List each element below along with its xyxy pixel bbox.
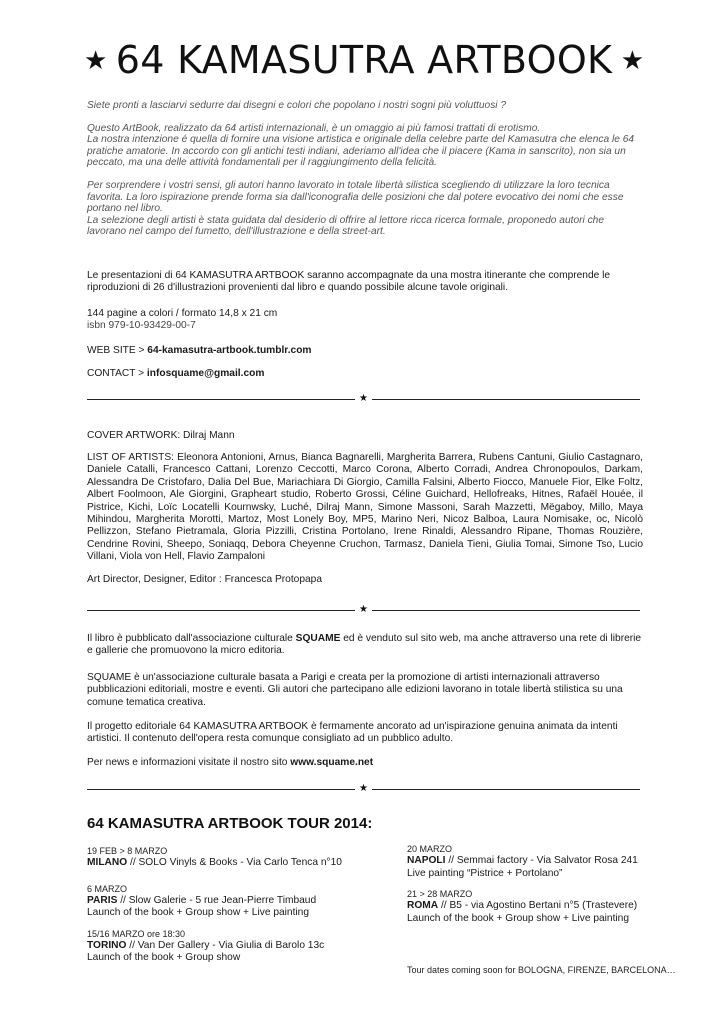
title-text: 64 KAMASUTRA ARTBOOK xyxy=(115,38,613,82)
divider-line xyxy=(372,610,640,611)
intro-text xyxy=(87,100,643,249)
tour-city: ROMA xyxy=(407,900,439,912)
tour-entry xyxy=(407,844,707,880)
tour-place: // Slow Galerie - 5 rue Jean-Pierre Timbaud xyxy=(117,894,317,906)
tour-venue xyxy=(87,857,387,870)
tour-city: NAPOLI xyxy=(407,855,446,866)
tour-detail: Launch of the book + Group show + Live painting xyxy=(87,907,310,919)
squame-name: SQUAME xyxy=(295,633,341,644)
tour-entry xyxy=(407,889,707,925)
tour-place: // Semmai factory - Via Salvator Rosa 241 xyxy=(445,855,638,866)
divider-line xyxy=(372,789,640,790)
divider-line xyxy=(372,399,640,400)
website-label: WEB SITE > xyxy=(87,345,148,356)
artists-list-text: LIST OF ARTISTS: Eleonora Antonioni, Arnus, Bianca Bagnarelli, Margherita Barrera, Rubens Cantuni, Giulio Castagnaro, Daniele Catalli, Francesco Cattani, Lorenzo Ceccotti, Marco Corona, Alberto Corradi, Andrea Chronopoulos, Darkam, Alessandra De Cristofaro, Dalia Del Bue, Mariachiara Di Giorgio, Camilla Falsini, Alberto Fiocco, Manuele Fior, Elke Foltz, Albert Foolmoon, Ale Giorgini, Grapheart studio, Roberto Grossi, Céline Guichard, Hellofreaks, Hitnes, Rafaël Houée, il Pistrice, Kichi, Loïc Locatelli Kournwsky, Luché, Dilraj Mann, Simone Massoni, Sarah Mazzetti, Mëgaboy, Millo, Maya Mihindou, Margherita Morotti, Martoz, Most Lonely Boy, MP5, Marino Neri, Nicoz Balboa, Laura Nomisake, oc, Nicolò Pellizzon, Stefano Pietramala, Gloria Pizzilli, Cristina Portolano, Irene Rinaldi, Alessandro Ripane, Thomas Rouzière, Cendrine Rovini, Sheepo, Soniaqq, Debora Cheyenne Cruchon, Tarmasz, Daniela Tieni, Giulia Tomai, Simone Tso, Lucio Villani, Viola von Hell, Flavio Zampaloni xyxy=(87,452,643,563)
publisher-paragraph xyxy=(87,633,643,658)
format-text: 144 pagine a colori / formato 14,8 x 21 cm xyxy=(87,308,278,319)
publisher-text-post: ed è venduto sul sito web, ma anche attraverso una rete di librerie e gallerie che promuovono la micro editoria. xyxy=(87,633,642,657)
cover-credit-text: COVER ARTWORK: Dilraj Mann xyxy=(87,430,235,441)
website-link[interactable]: 64-kamasutra-artbook.tumblr.com xyxy=(147,345,312,356)
squame-paragraph xyxy=(87,672,643,709)
project-paragraph xyxy=(87,721,643,746)
contact-email-link[interactable]: infosquame@gmail.com xyxy=(146,368,265,379)
divider-line xyxy=(87,789,355,790)
section-divider xyxy=(87,393,640,405)
section-divider xyxy=(87,783,640,795)
tour-entry xyxy=(87,846,387,870)
star-icon: ★ xyxy=(84,45,108,75)
tour-venue xyxy=(407,855,707,868)
tour-title: 64 KAMASUTRA ARTBOOK TOUR 2014: xyxy=(87,815,373,832)
section-divider xyxy=(87,604,640,616)
intro-paragraph xyxy=(87,180,643,238)
squame-text: SQUAME è un'associazione culturale basata a Parigi e creata per la promozione di artisti internazionali attraverso pubblicazioni editoriali, mostre e eventi. Gli autori che partecipano alle edizioni lavorano in totale libertà stilistica su una comune tematica creativa. xyxy=(87,672,623,708)
tour-venue xyxy=(407,900,707,913)
divider-line xyxy=(87,610,355,611)
book-format xyxy=(87,308,643,333)
tour-place: // SOLO Vinyls & Books - Via Carlo Tenca n°10 xyxy=(127,857,342,868)
artists-list xyxy=(87,452,643,564)
isbn-text: isbn 979-10-93429-00-7 xyxy=(87,320,196,332)
tour-column-left xyxy=(87,846,387,974)
star-icon: ★ xyxy=(359,604,368,615)
tour-date: 20 MARZO xyxy=(407,844,453,854)
divider-line xyxy=(87,399,355,400)
art-director-text: Art Director, Designer, Editor : Francesca Protopapa xyxy=(87,574,322,585)
website-line xyxy=(87,345,643,357)
squame-website-link[interactable]: www.squame.net xyxy=(290,757,374,768)
tour-venue xyxy=(87,940,387,953)
tour-date: 19 FEB > 8 MARZO xyxy=(87,846,168,856)
news-paragraph xyxy=(87,757,643,769)
page-title xyxy=(84,30,644,90)
publisher-text-pre: Il libro è pubblicato dall'associazione culturale xyxy=(87,633,296,644)
intro-line: La nostra intenzione é quella di fornire una visione artistica e originale della celebre parte del Kamasutra che elenca le 64 pratiche amatorie. In accordo con gli antichi testi indiani, aderiamo all'idea che il piacere (Kama in sanscrito), non sia un peccato, ma una delle attività fondamentali per il raggiungimento della felicità. xyxy=(87,134,635,169)
star-icon: ★ xyxy=(359,393,368,404)
news-text: Per news e informazioni visitate il nostro sito xyxy=(87,757,291,768)
tour-detail: Live painting “Pistrice + Portolano” xyxy=(407,867,563,879)
project-text: Il progetto editoriale 64 KAMASUTRA ARTBOOK è fermamente ancorato ad un'ispirazione genuina animata da intenti artistici. Il contenuto dell'opera resta comunque consigliato ad un pubblico adulto. xyxy=(87,721,618,745)
art-director-credit xyxy=(87,574,643,586)
intro-line: La selezione degli artisti è stata guidata dal desiderio di offrire al lettore ricca ricerca formale, proponedo autori che lavorano nel campo del fumetto, dell'illustrazione e della street-art. xyxy=(87,214,605,238)
tour-detail: Launch of the book + Group show xyxy=(87,952,241,964)
tour-city: MILANO xyxy=(87,857,128,868)
tour-date: 6 MARZO xyxy=(87,883,128,894)
tour-date: 15/16 MARZO ore 18:30 xyxy=(87,928,186,939)
contact-label: CONTACT > xyxy=(87,368,147,379)
cover-artwork-credit xyxy=(87,430,643,442)
tour-entry xyxy=(87,884,387,920)
intro-paragraph xyxy=(87,123,643,169)
tour-detail: Launch of the book + Group show + Live painting xyxy=(407,912,630,924)
tour-place: // Van Der Gallery - Via Giulia di Barolo 13c xyxy=(126,939,325,951)
presentation-text: Le presentazioni di 64 KAMASUTRA ARTBOOK saranno accompagnate da una mostra itinerante che comprende le riproduzioni di 26 d'illustrazioni provenienti dal libro e quando possibile alcune tavole originali. xyxy=(87,270,611,294)
contact-line xyxy=(87,368,643,380)
publisher-text xyxy=(87,633,643,658)
tour-column-right xyxy=(407,844,707,934)
tour-date: 21 > 28 MARZO xyxy=(407,889,473,900)
tour-entry xyxy=(87,929,387,965)
tour-place: // B5 - via Agostino Bertani n°5 (Trastevere) xyxy=(438,900,638,912)
tour-venue xyxy=(87,895,387,908)
intro-paragraph: Siete pronti a lasciarvi sedurre dai disegni e colori che popolano i nostri sogni più voluttuosi ? xyxy=(87,100,507,111)
presentation-paragraph xyxy=(87,270,643,295)
intro-line: Per sorprendere i vostri sensi, gli autori hanno lavorato in totale libertà silistica scegliendo di utilizzare la loro tecnica favorita. La loro ispirazione prende forma sia dall'iconografia delle posizioni che dal potere evocativo dei nomi che esse portano nel libro. xyxy=(87,179,624,215)
tour-city: TORINO xyxy=(87,939,127,951)
star-icon: ★ xyxy=(359,783,368,794)
star-icon: ★ xyxy=(620,45,644,75)
tour-city: PARIS xyxy=(87,894,118,906)
intro-line: Questo ArtBook, realizzato da 64 artisti internazionali, è un omaggio ai più famosi trattati di erotismo. xyxy=(87,122,541,134)
tour-note: Tour dates coming soon for BOLOGNA, FIRENZE, BARCELONA… xyxy=(407,965,676,975)
